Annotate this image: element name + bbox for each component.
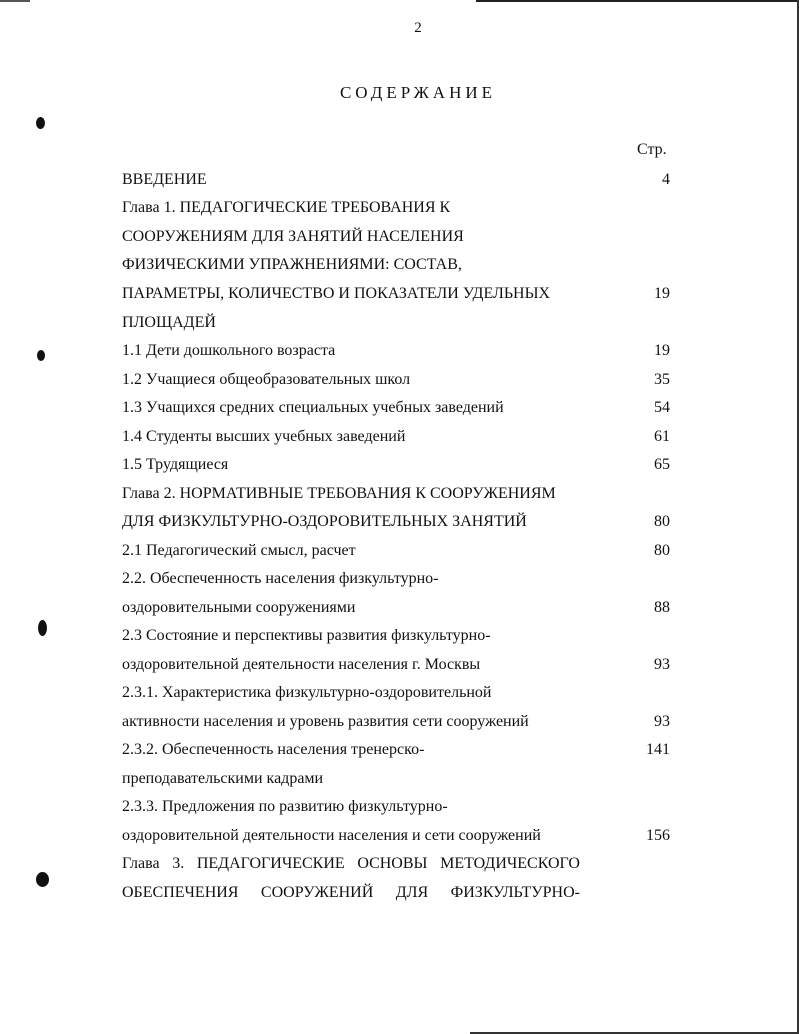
toc-entry-text: оздоровительными сооружениями [122, 599, 356, 616]
toc-entry-text: ВВЕДЕНИЕ [122, 171, 207, 188]
toc-entry-text: ПЛОЩАДЕЙ [122, 314, 216, 331]
scan-edge-top-left [0, 0, 30, 2]
toc-entry-text: Глава 2. НОРМАТИВНЫЕ ТРЕБОВАНИЯ К СООРУЖЕНИЯМ [122, 485, 556, 502]
toc-entry-text: СООРУЖЕНИЯМ ДЛЯ ЗАНЯТИЙ НАСЕЛЕНИЯ [122, 228, 464, 245]
toc-entry-text: ФИЗИЧЕСКИМИ УПРАЖНЕНИЯМИ: СОСТАВ, [122, 256, 462, 273]
chapter3-word: ОСНОВЫ [357, 855, 428, 872]
toc-entry-text: 2.3.1. Характеристика физкультурно-оздоровительной [122, 684, 492, 701]
chapter3-word: ДЛЯ [395, 884, 429, 901]
toc-entry-text: 1.5 Трудящиеся [122, 456, 229, 473]
toc-entry-page: 80 [654, 513, 670, 530]
toc-entry-text: ПАРАМЕТРЫ, КОЛИЧЕСТВО И ПОКАЗАТЕЛИ УДЕЛЬНЫХ [122, 285, 551, 302]
toc-entry-page: 93 [654, 656, 670, 673]
toc-entry-page: 4 [662, 171, 670, 188]
page-column-label: Стр. [637, 141, 667, 158]
toc-entry-text: Глава 1. ПЕДАГОГИЧЕСКИЕ ТРЕБОВАНИЯ К [122, 199, 451, 216]
toc-entry-text: 2.3.2. Обеспеченность населения тренерско- [122, 741, 425, 758]
toc-entry-page: 54 [654, 399, 670, 416]
scan-mark [36, 872, 49, 887]
toc-entry-page: 19 [654, 342, 670, 359]
chapter3-word: ОБЕСПЕЧЕНИЯ [122, 884, 239, 901]
toc-entry-text: 1.4 Студенты высших учебных заведений [122, 428, 406, 445]
scan-edge-top [476, 0, 799, 2]
toc-entry-page: 141 [646, 741, 670, 758]
toc-entry-text: активности населения и уровень развития сети сооружений [122, 713, 529, 730]
chapter3-line-2 [122, 884, 580, 902]
toc-entry-text: 2.2. Обеспеченность населения физкультурно- [122, 570, 439, 587]
toc-entry-text: 1.2 Учащиеся общеобразовательных школ [122, 371, 411, 388]
toc-entry-text: 2.1 Педагогический смысл, расчет [122, 542, 356, 559]
toc-entry-text: 1.3 Учащихся средних специальных учебных заведений [122, 399, 504, 416]
chapter3-word: ПЕДАГОГИЧЕСКИЕ [196, 855, 345, 872]
toc-entry-text: оздоровительной деятельности населения и сети сооружений [122, 827, 541, 844]
scan-mark [38, 620, 47, 636]
toc-entry-text: 2.3 Состояние и перспективы развития физкультурно- [122, 627, 491, 644]
toc-entry-text: ДЛЯ ФИЗКУЛЬТУРНО-ОЗДОРОВИТЕЛЬНЫХ ЗАНЯТИЙ [122, 513, 527, 530]
scan-mark [37, 350, 45, 361]
chapter3-word: МЕТОДИЧЕСКОГО [440, 855, 580, 872]
toc-entry-text: 1.1 Дети дошкольного возраста [122, 342, 336, 359]
toc-entry-text: преподавательскими кадрами [122, 770, 324, 787]
toc-entry-page: 88 [654, 599, 670, 616]
scan-mark [36, 117, 45, 129]
toc-entry-page: 93 [654, 713, 670, 730]
toc-entry-page: 35 [654, 371, 670, 388]
toc-entry-page: 80 [654, 542, 670, 559]
chapter3-word: СООРУЖЕНИЙ [260, 884, 374, 901]
toc-entry-page: 65 [654, 456, 670, 473]
toc-entry-page: 19 [654, 285, 670, 302]
chapter3-line-1 [122, 855, 580, 873]
chapter3-word: ФИЗКУЛЬТУРНО- [450, 884, 580, 901]
toc-entry-text: оздоровительной деятельности населения г. Москвы [122, 656, 481, 673]
chapter3-word: Глава [122, 855, 160, 872]
page-number: 2 [414, 20, 422, 36]
page-title: СОДЕРЖАНИЕ [339, 83, 497, 102]
chapter3-word: 3. [172, 855, 185, 872]
toc-entry-page: 156 [646, 827, 670, 844]
toc-entry-page: 61 [654, 428, 670, 445]
toc-entry-text: 2.3.3. Предложения по развитию физкультурно- [122, 798, 448, 815]
